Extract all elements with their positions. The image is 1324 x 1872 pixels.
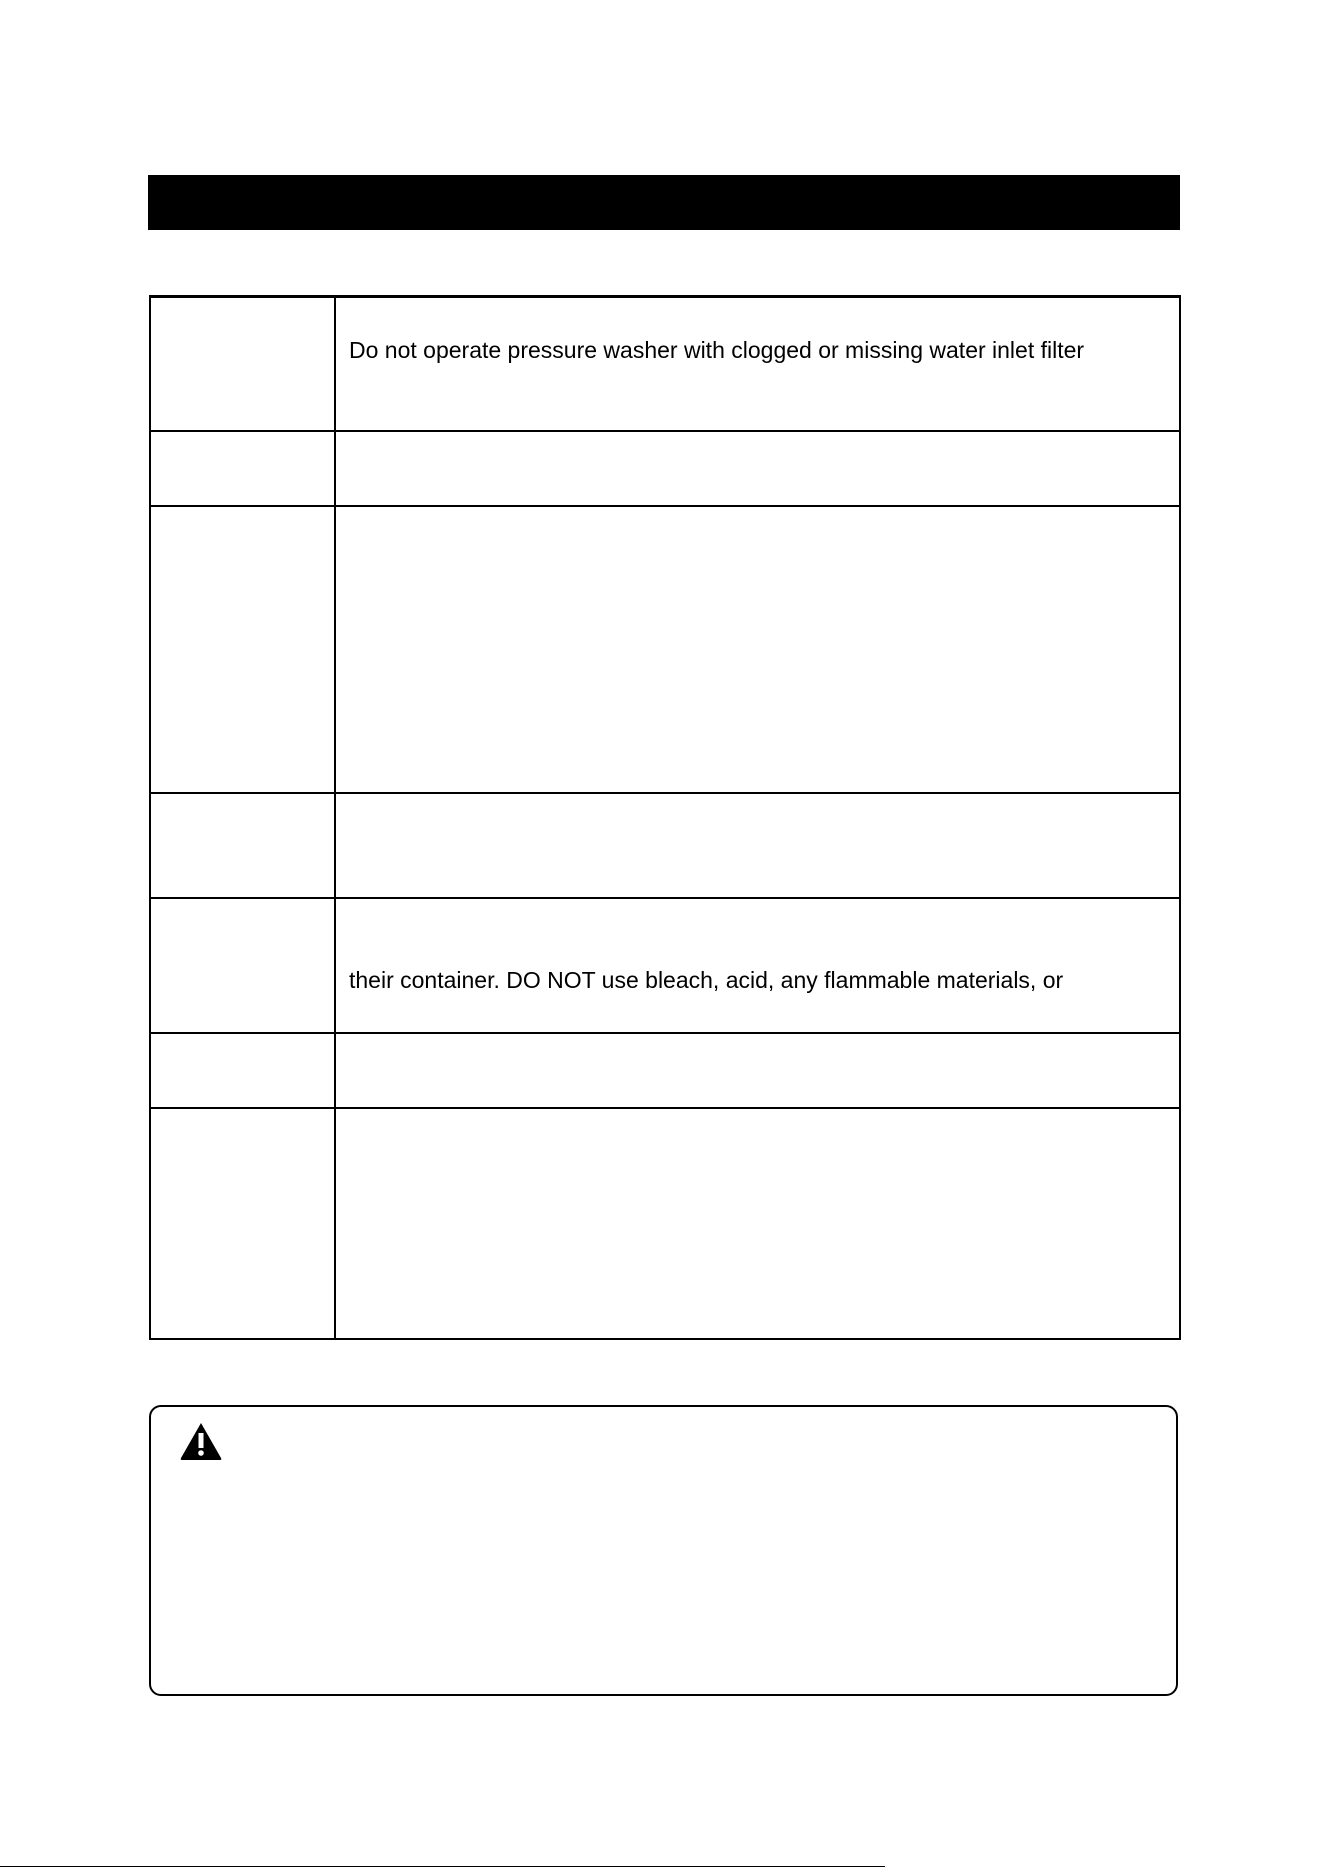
table-row-divider [149, 430, 1181, 432]
maintenance-table [149, 295, 1181, 1340]
table-row-5-text: their container. DO NOT use bleach, acid, any flammable materials, or [349, 967, 1064, 993]
table-row-1-text: Do not operate pressure washer with clogged or missing water inlet filter [349, 337, 1085, 363]
table-row-divider [149, 505, 1181, 507]
table-row-divider [149, 792, 1181, 794]
table-row-divider [149, 1032, 1181, 1034]
table-row-divider [149, 1107, 1181, 1109]
section-title-bar [148, 175, 1180, 230]
warning-box [149, 1405, 1178, 1696]
footer-rule [0, 1866, 885, 1867]
table-row-divider [149, 897, 1181, 899]
warning-triangle-icon [178, 1420, 224, 1462]
table-column-divider [334, 295, 336, 1338]
